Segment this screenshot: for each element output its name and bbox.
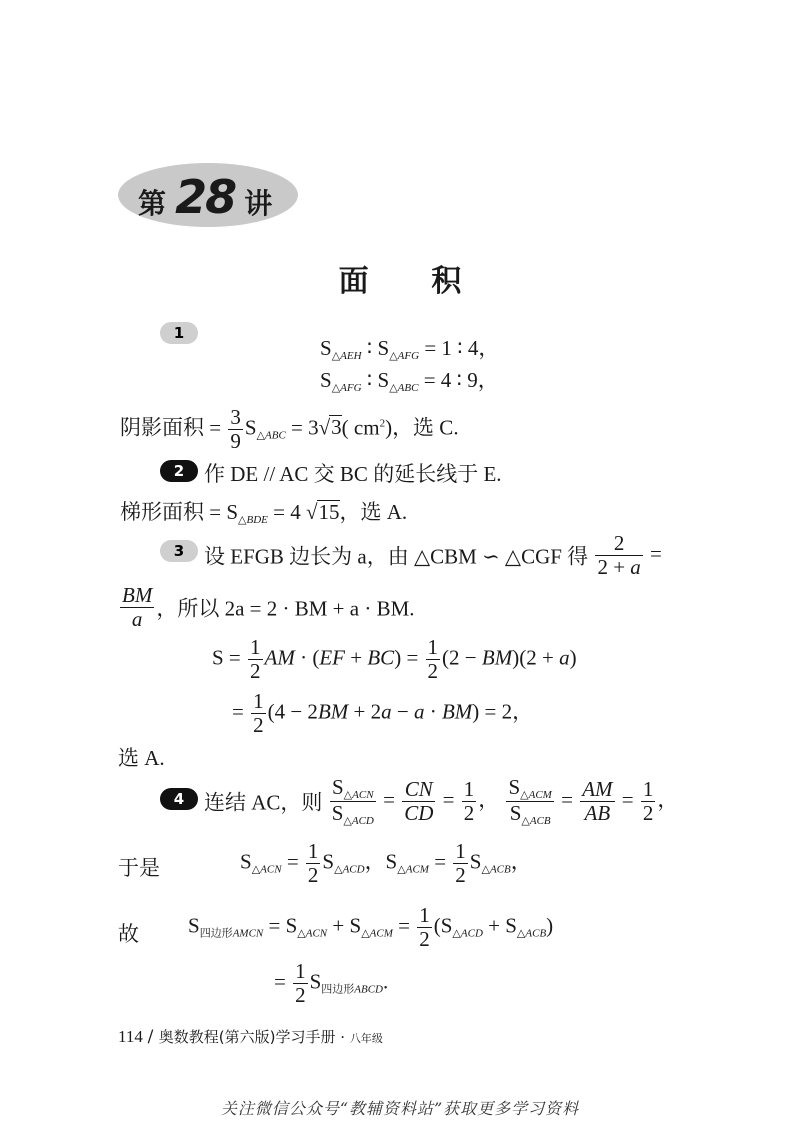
p3-area-eq-2: = $\frac{1}{2}$ (4 − 2BM + 2a − a · BM) = 2， — [232, 689, 534, 738]
p4-ratios: 连结 AC，则 $\frac{S_{\triangle ACN}}{S_{\triangle ACD}}$ = $\frac{CN}{CD}$ = $\frac{1}{2}$ ， $\frac{S_{\triangle ACM}}{S_{\triangle ACB}}$ = $\frac{AM}{AB}$ = $\frac{1}{2}$ ， — [204, 775, 679, 828]
problem-1-badge: 1 — [160, 322, 198, 344]
p4-quad-eq-2: = $\frac{1}{2}$ $S_{四边形ABCD}$. — [274, 959, 389, 1008]
p1-ratio-1: $S_{\triangle AEH}$ ∶ $S_{\triangle AFG} = 1$ ∶ 4， — [320, 336, 500, 362]
p3-area-eq-1: S = $\frac{1}{2}$ AM · (EF + BC) = $\frac{1}{2}$ (2 − BM)(2 + a) — [212, 635, 577, 684]
page-title: 面 积 — [338, 264, 462, 299]
problem-3-badge: 3 — [160, 540, 198, 562]
book-title: 奥数教程(第六版)学习手册 — [158, 1028, 336, 1046]
p2-construction: 作 DE // AC 交 BC 的延长线于 E. — [204, 462, 502, 486]
problem-4-badge: 4 — [160, 788, 198, 810]
lecture-number: 28 — [175, 170, 236, 224]
page-footer: 114 / 奥数教程(第六版)学习手册 · 八年级 — [118, 1027, 383, 1047]
watermark: 关注微信公众号“教辅资料站”获取更多学习资料 — [220, 1099, 580, 1118]
p1-shade-area: 阴影面积 = $\frac{3}{9}$ $S_{\triangle ABC} = 3√3$( $cm^2$)，选 C. — [120, 405, 459, 454]
p4-yushi: 于是 — [118, 856, 160, 880]
p3-choose: 选 A. — [118, 746, 165, 770]
p2-answer: ，选 A. — [339, 500, 408, 524]
p3-therefore: ，所以 2a = 2 · BM + a · BM. — [156, 596, 415, 621]
p3-intro: 设 EFGB 边长为 a，由 △CBM ∽ △CGF 得 $\frac{2}{2 + a}$ = — [204, 531, 662, 580]
lecture-label — [138, 172, 272, 222]
p4-quad-eq-1: $S_{四边形AMCN} = S_{\triangle ACN} + S_{\triangle ACM}$ = $\frac{1}{2}$ $(S_{\triangle ACD} + S_{\triangle ACB})$ — [188, 903, 554, 952]
p3-intro-text: 设 EFGB 边长为 a，由 △CBM ∽ △CGF 得 — [204, 544, 589, 569]
page-number: 114 — [118, 1027, 143, 1046]
lecture-suffix: 讲 — [244, 187, 273, 220]
p4-half-areas: $S_{\triangle ACN}$ = $\frac{1}{2}$ $S_{\triangle ACD}$，$S_{\triangle ACM}$ = $\frac{1}{2}$ $S_{\triangle ACB}$， — [240, 839, 532, 888]
p1-shade-label: 阴影面积 — [120, 415, 204, 440]
lecture-prefix: 第 — [138, 187, 167, 220]
p2-area-label: 梯形面积 — [120, 500, 204, 524]
p4-intro: 连结 AC，则 — [204, 790, 323, 815]
p1-ratio-2: $S_{\triangle AFG}$ ∶ $S_{\triangle ABC} = 4$ ∶ 9， — [320, 368, 499, 394]
p1-answer: ，选 C. — [392, 415, 459, 440]
p2-area: 梯形面积 = $S_{\triangle BDE} = 4$ √15，选 A. — [120, 500, 408, 526]
grade-label: 八年级 — [349, 1032, 383, 1045]
p3-relation: $\frac{BM}{a}$ ，所以 2a = 2 · BM + a · BM. — [122, 583, 415, 632]
problem-2-badge: 2 — [160, 460, 198, 482]
p4-gu: 故 — [118, 922, 139, 946]
